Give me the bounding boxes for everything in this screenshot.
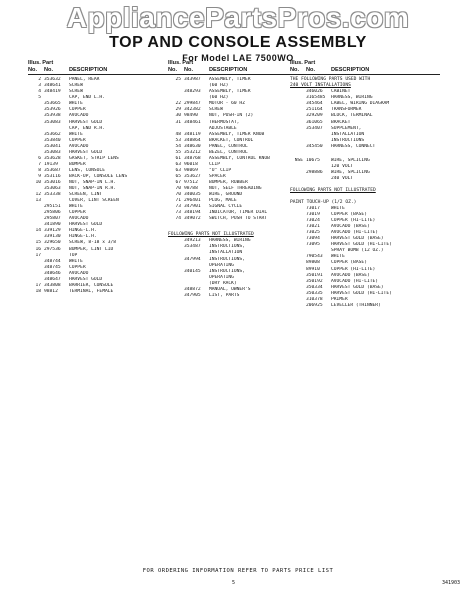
column-header: Illus. Part No. No. DESCRIPTION: [290, 60, 440, 75]
part-number: 310378: [306, 296, 323, 302]
part-description: CAP, END R.H.: [69, 125, 105, 131]
part-description: PLUG, MALE: [209, 198, 237, 204]
part-description: COPPER (BASE): [331, 212, 367, 218]
part-description: OPERATING: [209, 262, 234, 268]
part-description: SPACER: [209, 173, 226, 179]
part-description: HINGE-L.H.: [69, 234, 97, 240]
part-number: 73025: [306, 230, 320, 236]
part-description: INSTRUCTIONS,: [209, 256, 245, 262]
page-title: TOP AND CONSOLE ASSEMBLY: [109, 34, 367, 51]
part-description: COPPER (HI-LITE): [331, 218, 376, 224]
part-description: INSTRUCTIONS: [331, 137, 365, 143]
part-number: 206925: [306, 302, 323, 308]
part-number: 353212: [184, 149, 201, 155]
part-number: 348768: [184, 155, 201, 161]
part-description: INSTALLATION: [209, 250, 243, 256]
part-description: TRANSFORMER: [331, 107, 362, 113]
part-description: TERMINAL, FEMALE: [69, 288, 114, 294]
illus-number: 5: [38, 95, 41, 101]
part-number: 73024: [306, 218, 320, 224]
part-description: BRACKET, CONTROL: [209, 137, 254, 143]
part-description: PRIMER: [331, 296, 348, 302]
part-number: 350192: [306, 278, 323, 284]
part-number: 353628: [44, 155, 61, 161]
part-number: 348864: [184, 137, 201, 143]
part-number: 353632: [44, 77, 61, 83]
part-number: 341890: [44, 222, 61, 228]
part-number: 353116: [44, 173, 61, 179]
part-description: INSTRUCTIONS,: [209, 244, 245, 250]
illus-number: 31: [175, 119, 181, 125]
part-description: CAP, END L.H.: [69, 95, 105, 101]
part-number: 345464: [306, 101, 323, 107]
part-number: 98490: [184, 113, 198, 119]
illus-number: 6: [38, 155, 41, 161]
part-number: 348745: [44, 264, 61, 270]
illus-number: 16: [35, 246, 41, 252]
part-description: 120 VOLT: [331, 163, 354, 169]
part-description: INDICATOR, TIMER DIAL: [209, 210, 268, 216]
part-number: 345450: [306, 143, 323, 149]
part-description: PANEL, REAR: [69, 77, 100, 83]
240v-note-line-2: 240 VOLT INSTALLATIONS: [290, 83, 351, 89]
part-description: SCREW: [209, 107, 223, 113]
part-description: (DRY RACK): [209, 280, 237, 286]
part-description: AVOCADO: [69, 113, 89, 119]
part-description: AVOCADO (BASE): [331, 272, 370, 278]
part-description: BACK-UP, CONSOLE LENS: [69, 173, 128, 179]
part-description: WHITE: [69, 101, 83, 107]
part-number: 340035: [184, 192, 201, 198]
part-number: 353662: [44, 131, 61, 137]
part-description: SCREW: [69, 83, 83, 89]
part-description: COPPER: [69, 107, 86, 113]
part-description: HARNESS, CONNECT: [331, 143, 376, 149]
illus-number: 70: [175, 186, 181, 192]
part-number: 350334: [306, 284, 323, 290]
part-description: LABEL, WIRING DIAGRAM: [331, 101, 390, 107]
part-number: 73095: [306, 242, 320, 248]
part-number: 348647: [44, 276, 61, 282]
part-number: 343808: [44, 282, 61, 288]
part-number: 353041: [44, 143, 61, 149]
part-number: 19139: [44, 161, 58, 167]
illus-number: 73: [175, 204, 181, 210]
part-number: 98069: [184, 167, 198, 173]
part-description: HARNESS, WIRING: [331, 95, 373, 101]
illus-number: 53: [175, 137, 181, 143]
part-number: 73021: [306, 224, 320, 230]
part-number: 347994: [184, 256, 201, 262]
part-number: 348630: [184, 143, 201, 149]
part-number: [306, 176, 331, 182]
part-description: HARVEST GOLD (HI-LITE): [331, 242, 392, 248]
illus-number: [290, 144, 306, 150]
part-description: HARVEST GOLD (HI-LITE): [331, 290, 392, 296]
part-description: (60 HZ): [209, 83, 229, 89]
part-description: "U" CLIP: [209, 167, 232, 173]
part-row: [168, 293, 290, 299]
part-description: BEZEL, CONTROL: [209, 149, 248, 155]
part-description: BLOCK, TERMINAL: [331, 113, 373, 119]
part-number: 10675: [306, 157, 320, 163]
part-description: (60 HZ): [209, 95, 229, 101]
illus-number: 7: [38, 161, 41, 167]
part-number: 73019: [306, 212, 320, 218]
illus-number: 18: [35, 288, 41, 294]
illus-number: 17: [35, 252, 41, 258]
illus-number: [168, 293, 184, 299]
part-description: SCREW: [69, 89, 83, 95]
part-description: ASSEMBLY, TIMER KNOB: [209, 131, 265, 137]
illus-number: 73: [175, 210, 181, 216]
part-row: [168, 216, 290, 222]
illus-number: 3: [38, 83, 41, 89]
part-description: CLIP: [209, 161, 221, 167]
part-description: OPERATING: [209, 274, 234, 280]
part-description: PANEL, CONTROL: [209, 143, 248, 149]
column-header: Illus. Part No. No. DESCRIPTION: [168, 60, 290, 75]
part-number: 329209: [306, 113, 323, 119]
part-number: 342382: [184, 107, 201, 113]
part-description: NUT, SNAP-IN R.H.: [69, 186, 117, 192]
part-number: 89910: [306, 266, 320, 272]
part-number: 343987: [184, 77, 201, 83]
illus-number: 30: [175, 113, 181, 119]
part-description: NUT, SNAP-IN L.H.: [69, 179, 117, 185]
part-description: HARVEST GOLD: [69, 119, 103, 125]
part-description: AVOCADO: [69, 216, 89, 222]
part-description: COPPER: [69, 264, 86, 270]
illus-number: 74: [175, 216, 181, 222]
part-number: 348461: [184, 119, 201, 125]
part-description: COPPER: [69, 210, 86, 216]
part-number: 98812: [44, 288, 58, 294]
site-watermark: AppliancePartsPros.com: [66, 2, 410, 33]
illus-number: 67: [175, 179, 181, 185]
part-number: 349213: [184, 238, 201, 244]
part-description: COPPER (HI-LITE): [331, 266, 376, 272]
part-description: AVOCADO (HI-LITE): [331, 278, 379, 284]
part-description: COVER, LINT SCREEN: [69, 198, 119, 204]
part-description: INSTRUCTIONS,: [209, 268, 245, 274]
part-description: ASSEMBLY, CONTROL KNOB: [209, 155, 270, 161]
part-description: SUPPLEMENT,: [331, 125, 362, 131]
parts-column-3: [290, 60, 440, 309]
part-description: SCREEN, LINT: [69, 192, 103, 198]
part-description: LEVELLER (THINNER): [331, 302, 381, 308]
part-number: 348646: [44, 270, 61, 276]
part-number: 348641: [44, 83, 61, 89]
part-description: ADJUSTABLE: [209, 125, 237, 131]
part-description: WHITE: [331, 254, 345, 260]
part-description: THERMOSTAT,: [209, 119, 240, 125]
illus-number: 14: [35, 228, 41, 234]
part-description: 240 VOLT: [331, 175, 354, 181]
part-number: 353487: [184, 244, 201, 250]
part-description: BRACKET: [331, 119, 351, 125]
240v-note-line-1: THE FOLLOWING PARTS USED WITH: [290, 77, 371, 83]
part-number: 353840: [44, 137, 61, 143]
illus-number: NSE: [294, 157, 303, 163]
part-number: 350335: [306, 290, 323, 296]
part-number: 339130: [44, 234, 61, 240]
part-number: 340145: [184, 268, 201, 274]
part-number: 329650: [44, 240, 61, 246]
part-number: 353407: [306, 125, 323, 131]
illus-number: 8: [38, 167, 41, 173]
part-number: 299847: [184, 101, 201, 107]
illus-number: 70: [175, 192, 181, 198]
part-row: [290, 303, 440, 309]
ordering-footer: FOR ORDERING INFORMATION REFER TO PARTS PRICE LIST: [142, 568, 334, 574]
part-description: AVOCADO: [69, 270, 89, 276]
part-number: 348872: [184, 286, 201, 292]
part-description: BUMPER, RUBBER: [209, 179, 248, 185]
part-number: 3165485: [306, 95, 326, 101]
part-number: 295806: [44, 210, 61, 216]
part-description: LENS, CONSOLE: [69, 167, 105, 173]
part-number: 295151: [44, 204, 61, 210]
part-description: GASKET, STRIP LENS: [69, 155, 119, 161]
paint-touchup-heading: PAINT TOUCH-UP (1/2 OZ.): [290, 199, 357, 205]
part-number: 349072: [184, 216, 201, 222]
part-description: COPPER (BASE): [331, 260, 367, 266]
illus-number: 2: [38, 77, 41, 83]
part-row: [28, 289, 168, 295]
part-description: WIRE, SPLICING: [331, 169, 370, 175]
part-description: HARVEST GOLD: [69, 222, 103, 228]
part-number: 298886: [306, 169, 323, 175]
part-description: COPPER: [69, 137, 86, 143]
part-number: 348119: [184, 131, 201, 137]
part-number: 353338: [44, 192, 61, 198]
part-number: 73094: [306, 236, 320, 242]
part-description: WHITE: [69, 258, 83, 264]
illus-number: 63: [175, 167, 181, 173]
part-number: 353016: [44, 179, 61, 185]
part-description: AVOCADO: [69, 143, 89, 149]
column-header: Illus. Part No. No. DESCRIPTION: [28, 60, 168, 75]
not-illustrated-note: FOLLOWING PARTS NOT ILLUSTRATED: [290, 187, 376, 193]
part-description: NUT, PUSH-IN (2): [209, 113, 254, 119]
part-number: 73017: [306, 206, 320, 212]
part-description: ASSEMBLY, TIMER: [209, 77, 251, 83]
part-description: MOTOR - 60 HZ: [209, 101, 245, 107]
illus-number: 71: [175, 198, 181, 204]
part-description: ASSEMBLY, TIMER: [209, 89, 251, 95]
part-number: 347901: [184, 204, 201, 210]
part-number: 353687: [44, 167, 61, 173]
part-number: 98788: [184, 186, 198, 192]
part-description: NUT, SELF THREADING: [209, 186, 262, 192]
part-description: BARRIER, CONSOLE: [69, 282, 114, 288]
part-description: HARVEST GOLD: [69, 149, 103, 155]
not-illustrated-note: FOLLOWING PARTS NOT ILLUSTRATED: [168, 232, 254, 238]
illus-number: 10: [35, 179, 41, 185]
illus-number: 25: [175, 77, 181, 83]
part-number: 97512: [184, 179, 198, 185]
illus-number: 22: [175, 101, 181, 107]
illus-number: 13: [35, 198, 41, 204]
part-number: 297536: [44, 246, 61, 252]
parts-column-2: [168, 60, 290, 299]
illus-number: 48: [175, 131, 181, 137]
part-description: AVOCADO (BASE): [331, 224, 370, 230]
part-number: 339129: [44, 228, 61, 234]
part-number: 348744: [44, 258, 61, 264]
part-number: 353063: [44, 186, 61, 192]
illus-number: 61: [175, 155, 181, 161]
part-number: 348293: [184, 89, 201, 95]
illus-number: 65: [175, 173, 181, 179]
part-description: CABINET: [331, 89, 351, 95]
illus-number: [290, 303, 306, 309]
part-number: 348419: [44, 89, 61, 95]
part-number: 353083: [44, 149, 61, 155]
illus-number: 63: [175, 161, 181, 167]
part-description: TOP: [69, 252, 78, 258]
part-description: HINGE-L.H.: [69, 228, 97, 234]
illus-number: 29: [175, 107, 181, 113]
illus-number: 4: [38, 89, 41, 95]
part-number: 361065: [306, 119, 323, 125]
page-number: 5: [232, 580, 236, 586]
part-description: WIRE, SPLICING: [331, 157, 370, 163]
part-description: WHITE: [69, 131, 83, 137]
part-number: 89808: [306, 260, 320, 266]
part-description: INSTALLATION: [331, 131, 365, 137]
part-number: 295807: [44, 216, 61, 222]
part-description: SWITCH, PUSH TO START: [209, 216, 268, 222]
part-number: 353665: [44, 101, 61, 107]
part-number: 353938: [44, 113, 61, 119]
part-description: SCREW, 8-18 x 3/8: [69, 240, 117, 246]
part-number: 346026: [306, 89, 323, 95]
part-description: WIRE, GROUND: [209, 192, 243, 198]
illus-number: 55: [175, 149, 181, 155]
illus-number: [290, 176, 306, 182]
part-description: WHITE: [69, 204, 83, 210]
part-description: BUMPER: [69, 161, 86, 167]
part-description: LIST, PARTS: [209, 292, 240, 298]
part-number: 353627: [184, 173, 201, 179]
part-number: 350191: [306, 272, 323, 278]
part-number: 353926: [44, 107, 61, 113]
part-number: 96018: [184, 161, 198, 167]
part-description: HARVEST GOLD: [69, 276, 103, 282]
part-description: HARVEST GOLD (BASE): [331, 284, 384, 290]
part-number: 353083: [44, 119, 61, 125]
part-description: SIGNAL CYCLE: [209, 204, 243, 210]
illus-number: 15: [35, 240, 41, 246]
part-number: 348194: [184, 210, 201, 216]
part-description: BUMPER, LINT LID: [69, 246, 114, 252]
part-number: 347905: [184, 292, 201, 298]
part-description: HARNESS, WIRING: [209, 238, 251, 244]
document-code: 341903: [442, 580, 461, 586]
part-description: SPRAY BOMB (12 OZ.): [331, 248, 384, 254]
model-subtitle: For Model LAE 7500WO: [182, 53, 294, 63]
part-number: 296401: [184, 198, 201, 204]
part-description: HARVEST GOLD (BASE): [331, 236, 384, 242]
part-number: 251164: [306, 107, 323, 113]
illus-number: 12: [35, 192, 41, 198]
part-description: MANUAL, OWNER'S: [209, 286, 251, 292]
part-description: WHITE: [331, 206, 345, 212]
part-number: 790543: [306, 254, 323, 260]
illus-number: 17: [35, 282, 41, 288]
parts-column-1: [28, 60, 168, 295]
illus-number: 9: [38, 173, 41, 179]
part-description: AVOCADO (HI-LITE): [331, 230, 379, 236]
illus-number: 54: [175, 143, 181, 149]
